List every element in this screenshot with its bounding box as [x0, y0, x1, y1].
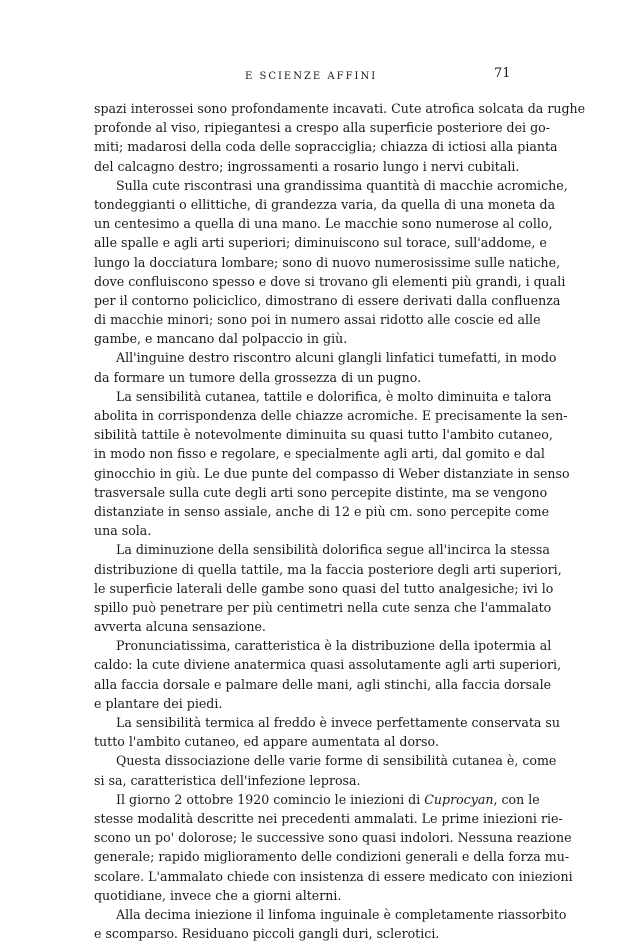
paragraph — [94, 751, 557, 789]
text-line: scono un po' dolorose; le successive sono quasi indolori. Nessuna reazione — [94, 830, 572, 846]
text-line: Questa dissociazione delle varie forme di sensibilità cutanea è, come — [116, 753, 557, 769]
text-line: una sola. — [94, 523, 152, 539]
text-line: trasversale sulla cute degli arti sono percepite distinte, ma se vengono — [94, 484, 548, 500]
text-line: profonde al viso, ripiegantesi a crespo alla superficie posteriore dei go- — [94, 120, 550, 136]
text-line: e plantare dei piedi. — [94, 695, 223, 711]
page-number: 71 — [494, 66, 511, 81]
paragraph — [94, 713, 560, 751]
text-line: ginocchio in giù. Le due punte del compasso di Weber distanziate in senso — [94, 465, 570, 481]
paragraph — [94, 348, 557, 386]
text-line: distribuzione di quella tattile, ma la faccia posteriore degli arti superiori, — [94, 561, 562, 577]
text-line: in modo non fisso e regolare, e specialmente agli arti, dal gomito e dal — [94, 446, 545, 462]
paragraph — [94, 540, 562, 636]
paragraph — [94, 790, 573, 905]
text-line: Sulla cute riscontrasi una grandissima quantità di macchie acromiche, — [116, 177, 568, 193]
text-line: alla faccia dorsale e palmare delle mani, agli stinchi, alla faccia dorsale — [94, 676, 552, 692]
text-line: lungo la docciatura lombare; sono di nuovo numerosissime sulle natiche, — [94, 254, 561, 270]
text-line: tutto l'ambito cutaneo, ed appare aumentata al dorso. — [94, 734, 439, 750]
text-line: dove confluiscono spesso e dove si trovano gli elementi più grandi, i quali — [94, 273, 566, 289]
text-line: del calcagno destro; ingrossamenti a rosario lungo i nervi cubitali. — [94, 158, 520, 174]
text-run: Il giorno 2 ottobre 1920 comincio le iniezioni di — [116, 791, 425, 807]
text-line: abolita in corrispondenza delle chiazze acromiche. E precisamente la sen- — [94, 408, 568, 423]
paragraph — [94, 387, 570, 541]
paragraph — [94, 905, 567, 943]
text-line: spillo può penetrare per più centimetri nella cute senza che l'ammalato — [94, 599, 552, 615]
text-line: e scomparso. Residuano piccoli gangli duri, sclerotici. — [94, 926, 440, 942]
text-line: scolare. L'ammalato chiede con insistenza di essere medicato con iniezioni — [94, 868, 573, 884]
text-line: si sa, caratteristica dell'infezione leprosa. — [94, 772, 361, 788]
text-line: alle spalle e agli arti superiori; diminuiscono sul torace, sull'addome, e — [94, 235, 547, 251]
text-line: stesse modalità descritte nei precedenti ammalati. Le prime iniezioni rie- — [94, 810, 563, 826]
text-line: generale; rapido miglioramento delle condizioni generali e della forza mu- — [94, 849, 570, 865]
running-title: E SCIENZE AFFINI — [245, 71, 378, 82]
text-line: sibilità tattile è notevolmente diminuita su quasi tutto l'ambito cutaneo, — [94, 427, 553, 443]
text-line: distanziate in senso assiale, anche di 12 e più cm. sono percepite come — [94, 503, 550, 519]
text-line: La sensibilità termica al freddo è invece perfettamente conservata su — [116, 715, 560, 730]
text-line: Pronunciatissima, caratteristica è la distribuzione della ipotermia al — [116, 638, 552, 654]
text-line: per il contorno policiclico, dimostrano di essere derivati dalla confluenza — [94, 292, 561, 308]
paragraph — [94, 99, 586, 176]
text-line: La sensibilità cutanea, tattile e dolorifica, è molto diminuita e talora — [116, 388, 552, 404]
text-line: spazi interossei sono profondamente incavati. Cute atrofica solcata da rughe — [94, 101, 586, 116]
text-line: avverta alcuna sensazione. — [94, 619, 266, 635]
text-line: di macchie minori; sono poi in numero assai ridotto alle coscie ed alle — [94, 312, 541, 328]
text-line: da formare un tumore della grossezza di un pugno. — [94, 369, 422, 385]
text-line: miti; madarosi della coda delle sopracciglia; chiazza di ictiosi alla pianta — [94, 139, 558, 155]
text-line: caldo: la cute diviene anatermica quasi assolutamente agli arti superiori, — [94, 657, 562, 673]
text-line: quotidiane, invece che a giorni alterni. — [94, 887, 342, 903]
drug-name: Cuprocyan — [424, 791, 494, 807]
body-text — [94, 99, 586, 943]
text-line: le superficie laterali delle gambe sono quasi del tutto analgesiche; ivi lo — [94, 580, 554, 596]
text-line — [94, 790, 540, 809]
text-line: un centesimo a quella di una mano. Le macchie sono numerose al collo, — [94, 216, 553, 232]
text-line: Alla decima iniezione il linfoma inguinale è completamente riassorbito — [116, 906, 567, 922]
paragraph — [94, 636, 562, 713]
text-line: tondeggianti o ellittiche, di grandezza varia, da quella di una moneta da — [94, 196, 556, 212]
text-line: gambe, e mancano dal polpaccio in giù. — [94, 331, 348, 347]
paragraph — [94, 176, 568, 349]
text-run: , con le — [493, 791, 540, 807]
text-line: All'inguine destro riscontro alcuni glangli linfatici tumefatti, in modo — [116, 350, 557, 366]
text-line: La diminuzione della sensibilità dolorifica segue all'incirca la stessa — [116, 542, 550, 558]
